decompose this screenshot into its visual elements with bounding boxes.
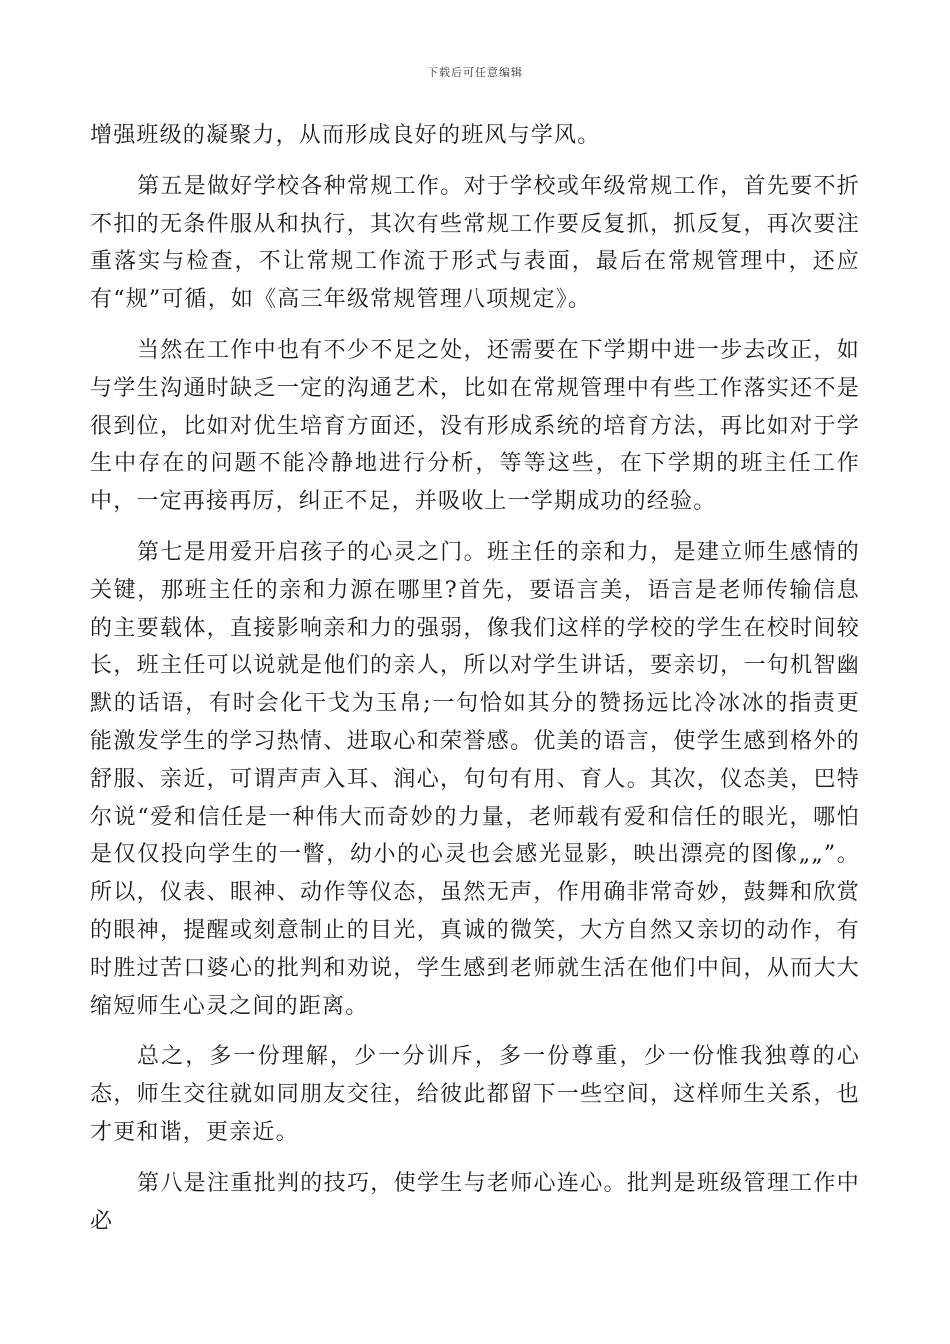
paragraph-3: 当然在工作中也有不少不足之处，还需要在下学期中进一步去改正，如与学生沟通时缺乏一定的沟通艺术，比如在常规管理中有些工作落实还不是很到位，比如对优生培育方面还，没有形成系统的培育方法，再比如对于学生中存在的问题不能冷静地进行分析，等等这些，在下学期的班主任工作中，一定再接再厉，纠正不足，并吸收上一学期成功的经验。: [90, 337, 860, 515]
paragraph-5: 总之，多一份理解，少一分训斥，多一份尊重，少一份惟我独尊的心态，师生交往就如同朋友交往，给彼此都留下一些空间，这样师生关系，也才更和谐，更亲近。: [90, 1044, 860, 1145]
paragraph-2: 第五是做好学校各种常规工作。对于学校或年级常规工作，首先要不折不扣的无条件服从和执行，其次有些常规工作要反复抓，抓反复，再次要注重落实与检查，不让常规工作流于形式与表面，最后在常规管理中，还应有“规”可循，如《高三年级常规管理八项规定》。: [90, 173, 860, 313]
paragraph-6: 第八是注重批判的技巧，使学生与老师心连心。批判是班级管理工作中必: [90, 1170, 860, 1234]
paragraph-4: 第七是用爱开启孩子的心灵之门。班主任的亲和力，是建立师生感情的关键，那班主任的亲和力源在哪里?首先，要语言美，语言是老师传输信息的主要载体，直接影响亲和力的强弱，像我们这样的学校的学生在校时间较长，班主任可以说就是他们的亲人，所以对学生讲话，要亲切，一句机智幽默的话语，有时会化干戈为玉帛;一句恰如其分的赞扬远比冷冰冰的指责更能激发学生的学习热情、进取心和荣誉感。优美的语言，使学生感到格外的舒服、亲近，可谓声声入耳、润心，句句有用、育人。其次，仪态美，巴特尔说“爱和信任是一种伟大而奇妙的力量，老师载有爱和信任的眼光，哪怕是仅仅投向学生的一瞥，幼小的心灵也会感光显影，映出漂亮的图像„„”。所以，仪表、眼神、动作等仪态，虽然无声，作用确非常奇妙，鼓舞和欣赏的眼神，提醒或刻意制止的目光，真诚的微笑，大方自然又亲切的动作，有时胜过苦口婆心的批判和劝说，学生感到老师就生活在他们中间，从而大大缩短师生心灵之间的距离。: [90, 539, 860, 1019]
page-header: 下载后可任意编辑: [427, 66, 523, 79]
paragraph-1: 增强班级的凝聚力，从而形成良好的班风与学风。: [90, 123, 601, 148]
document-body: [90, 117, 860, 1240]
